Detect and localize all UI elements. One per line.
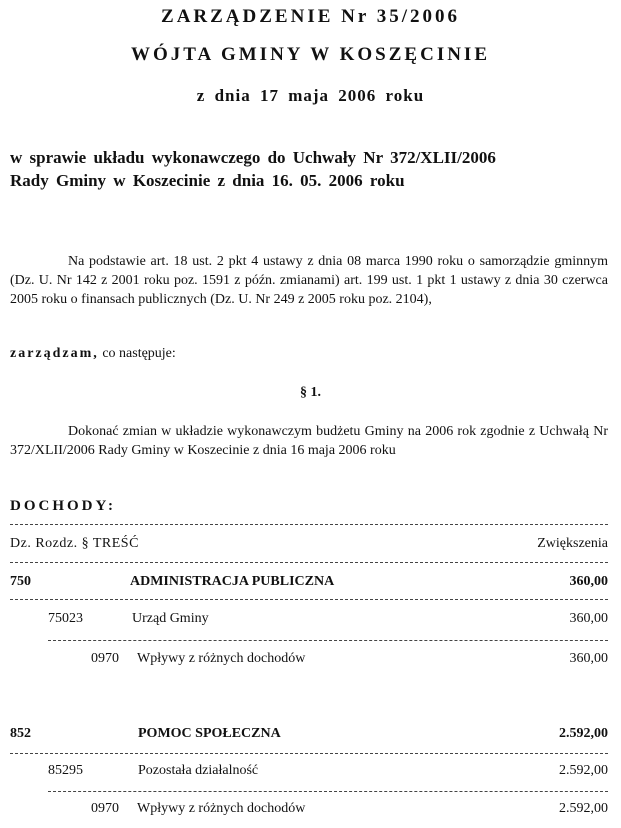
row-code: 750 (10, 574, 31, 589)
issuer-title: WÓJTA GMINY W KOSZĘCINIE (131, 44, 490, 65)
row-amount: 2.592,00 (559, 726, 608, 741)
row-amount: 360,00 (569, 611, 608, 626)
row-code: 0970 (91, 801, 119, 816)
column-header-increase: Zwiększenia (537, 536, 608, 551)
row-amount: 2.592,00 (559, 763, 608, 778)
row-name: ADMINISTRACJA PUBLICZNA (130, 574, 335, 589)
table-divider (48, 791, 608, 792)
row-amount: 360,00 (569, 574, 608, 589)
table-divider (10, 599, 608, 600)
row-code: 852 (10, 726, 31, 741)
row-name: Wpływy z różnych dochodów (137, 801, 306, 816)
table-divider (48, 640, 608, 641)
document-date: z dnia 17 maja 2006 roku (196, 86, 425, 105)
document-title: ZARZĄDZENIE Nr 35/2006 (161, 6, 460, 27)
row-name: Wpływy z różnych dochodów (137, 651, 306, 666)
row-name: Urząd Gminy (132, 611, 209, 626)
section-paragraph: Dokonać zmian w układzie wykonawczym budżetu Gminy na 2006 rok zgodnie z Uchwałą Nr 372/XLII/2006 Rady Gminy w Koszecinie z dnia 16 maja 2006 roku (10, 424, 608, 458)
decree-rest: co następuje: (98, 346, 176, 361)
subject-line-1: w sprawie układu wykonawczego do Uchwały Nr 372/XLII/2006 (10, 148, 496, 167)
subject-line-2: Rady Gminy w Koszecinie z dnia 16. 05. 2006 roku (10, 171, 405, 190)
table-divider (10, 562, 608, 563)
preamble-paragraph: Na podstawie art. 18 ust. 2 pkt 4 ustawy z dnia 08 marca 1990 roku o samorządzie gminnym (Dz. U. Nr 142 z 2001 roku poz. 1591 z późn. zmianami) art. 199 ust. 1 pkt 1 ustawy z dnia 30 czerwca 2005 roku o finansach publicznych (Dz. U. Nr 249 z 2005 roku poz. 2104), (10, 254, 608, 307)
table-divider (10, 524, 608, 525)
row-code: 75023 (48, 611, 83, 626)
row-amount: 2.592,00 (559, 801, 608, 816)
table-divider (10, 753, 608, 754)
income-heading: DOCHODY: (10, 498, 116, 514)
row-name: POMOC SPOŁECZNA (138, 726, 281, 741)
row-amount: 360,00 (569, 651, 608, 666)
row-code: 85295 (48, 763, 83, 778)
row-code: 0970 (91, 651, 119, 666)
row-name: Pozostała działalność (138, 763, 259, 778)
decree-word: zarządzam, (10, 346, 99, 361)
decree-line (10, 346, 176, 362)
section-heading: § 1. (300, 385, 321, 400)
column-header-left: Dz. Rozdz. § TREŚĆ (10, 536, 139, 551)
